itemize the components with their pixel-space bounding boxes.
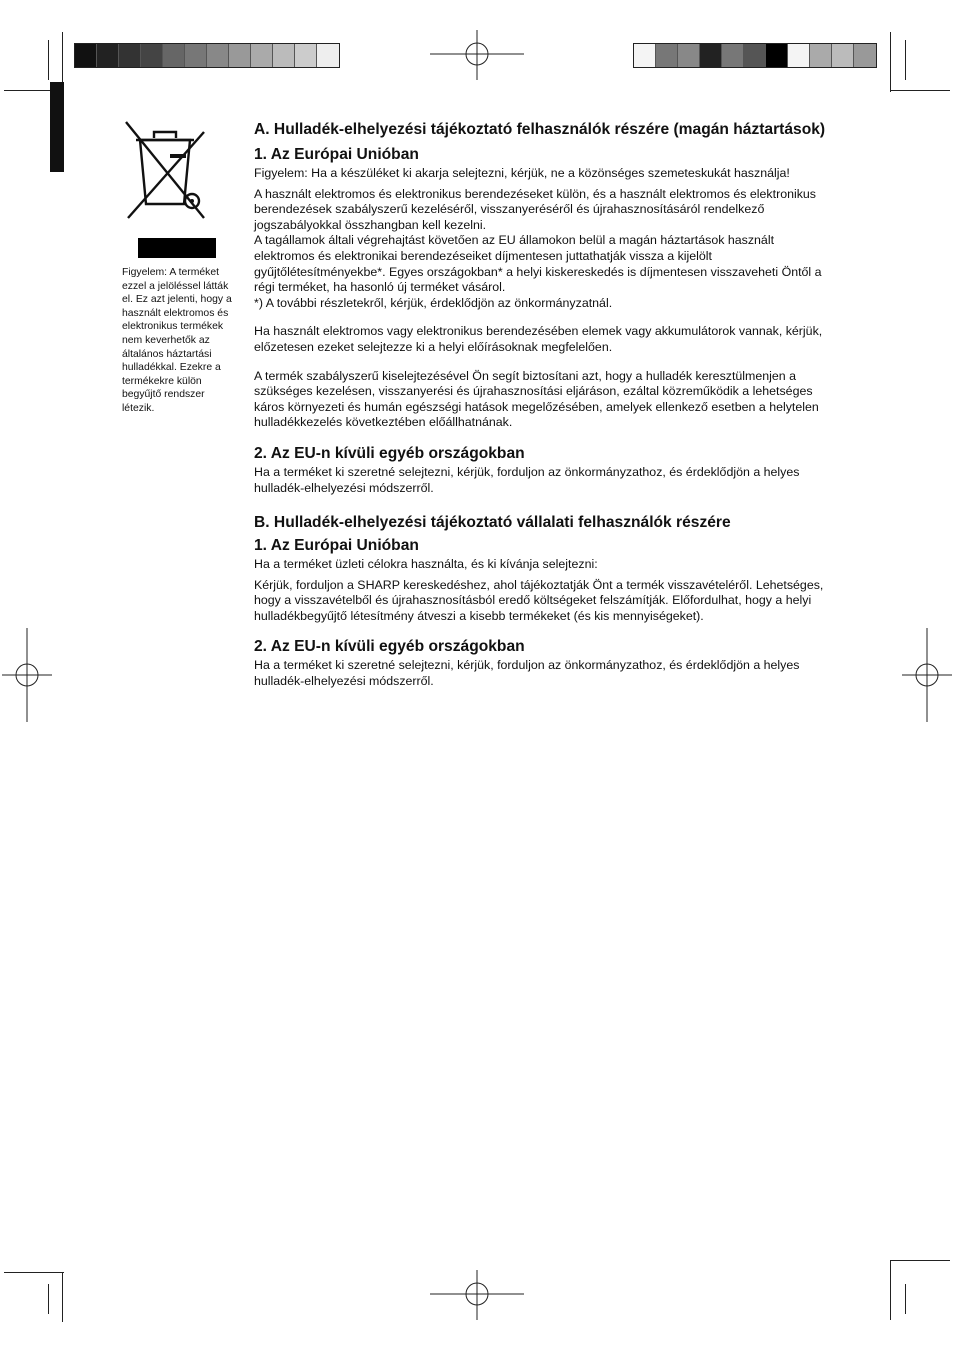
- section-b-eu-heading: 1. Az Európai Unióban: [254, 537, 419, 555]
- section-b-other-paragraph: Ha a terméket ki szeretné selejtezni, kérjük, forduljon az önkormányzathoz, és érdeklődjön a helyes hulladék-elhelyezési módszerről.: [254, 658, 800, 689]
- section-b-eu-paragraph: Ha a terméket üzleti célokra használta, és ki kívánja selejtezni:: [254, 557, 598, 572]
- logo-underline-bar: [138, 238, 216, 258]
- section-a-eu-paragraph: A termék szabályszerű kiselejtezésével Ön segít biztosítani azt, hogy a hulladék keresztülmenjen a szükséges kezelésen, visszanyerési és újrahasznosítási eljáráson, ezáltal közreműködik a lehetséges káros környezeti és humán egészségi hatások megelőzésében, amelyek ellenkező esetben a helytelen hulladékkezelés következtében előállhatnának.: [254, 368, 819, 430]
- section-a-eu-heading: 1. Az Európai Unióban: [254, 146, 419, 163]
- color-swatch: [163, 44, 185, 67]
- color-swatch: [251, 44, 273, 67]
- color-swatch: [295, 44, 317, 67]
- language-tab: [50, 82, 64, 172]
- section-a-eu-paragraph: A használt elektromos és elektronikus berendezéseket külön, és a használt elektromos és elektronikus berendezések szabályszerű kezeléséről, visszanyeréséről és újrahasznosításáról rendelkező jogszabályokkal összhangban kell kezelni.: [254, 186, 817, 232]
- color-swatch: [97, 44, 119, 67]
- main-content: [254, 120, 834, 695]
- section-b-eu-paragraph: Kérjük, forduljon a SHARP kereskedéshez, ahol tájékoztatják Önt a termék visszavételéről. Lehetséges, hogy a visszavételből és újrahasznosításból eredő költségeket felszámítják. Előfordulhat, hogy a helyi hulladékbegyűjtő létesítmény átveszi a kisebb termékeket (és kis mennyiségeket).: [254, 577, 824, 623]
- color-swatch: [185, 44, 207, 67]
- registration-mark-top: [430, 30, 524, 80]
- color-bar-right: [633, 43, 877, 68]
- color-swatch: [207, 44, 229, 67]
- color-swatch: [744, 44, 766, 67]
- color-swatch: [273, 44, 295, 67]
- color-swatch: [810, 44, 832, 67]
- sidebar-note-text: Figyelem: A terméket ezzel a jelöléssel látták el. Ez azt jelenti, hogy a használt elektromos és elektronikus termékek nem keverhetők az általános háztartási hulladékkal. Ezekre a termékekre külön begyűjtő rendszer létezik.: [122, 267, 232, 414]
- color-swatch: [634, 44, 656, 67]
- color-swatch: [678, 44, 700, 67]
- color-swatch: [788, 44, 810, 67]
- color-swatch: [700, 44, 722, 67]
- color-swatch: [854, 44, 876, 67]
- color-swatch: [317, 44, 339, 67]
- registration-mark-left: [2, 628, 52, 722]
- section-a-eu-paragraph: Ha használt elektromos vagy elektronikus berendezésében elemek vagy akkumulátorok vannak, kérjük, előzetesen ezeket selejtezze ki a helyi előírásoknak megfelelően.: [254, 324, 823, 354]
- color-swatch: [75, 44, 97, 67]
- section-a-eu-footnote: *) A további részletekről, kérjük, érdeklődjön az önkormányzatnál.: [254, 295, 613, 310]
- registration-mark-bottom: [430, 1270, 524, 1320]
- crossed-out-bin-icon: [118, 118, 212, 224]
- section-b-title: B. Hulladék-elhelyezési tájékoztató vállalati felhasználók részére: [254, 514, 731, 532]
- color-swatch: [229, 44, 251, 67]
- color-swatch: [766, 44, 788, 67]
- section-b-other-heading: 2. Az EU-n kívüli egyéb országokban: [254, 638, 525, 656]
- color-bar-left: [74, 43, 340, 68]
- color-swatch: [656, 44, 678, 67]
- section-a-eu-paragraph: Figyelem: Ha a készüléket ki akarja selejtezni, kérjük, ne a közönséges szemeteskukát használja!: [254, 166, 790, 180]
- sidebar-note: [122, 266, 234, 416]
- color-swatch: [141, 44, 163, 67]
- color-swatch: [832, 44, 854, 67]
- section-a-other-heading: 2. Az EU-n kívüli egyéb országokban: [254, 444, 525, 462]
- section-a-other-paragraph: Ha a terméket ki szeretné selejtezni, kérjük, forduljon az önkormányzathoz, és érdeklődjön a helyes hulladék-elhelyezési módszerről.: [254, 464, 800, 495]
- color-swatch: [722, 44, 744, 67]
- registration-mark-right: [902, 628, 952, 722]
- color-swatch: [119, 44, 141, 67]
- section-a-eu-paragraph: A tagállamok általi végrehajtást követően az EU államokon belül a magán háztartások használt elektromos és elektronikai berendezéseiket díjmentesen juttathatják vissza a kijelölt gyűjtőlétesítményekbe*. Egyes országokban* a helyi kiskereskedés is díjmentesen visszaveheti Öntől a régi terméket, ha hasonló új terméket vásárol.: [254, 233, 822, 295]
- section-a-title: A. Hulladék-elhelyezési tájékoztató felhasználók részére (magán háztartások): [254, 121, 826, 138]
